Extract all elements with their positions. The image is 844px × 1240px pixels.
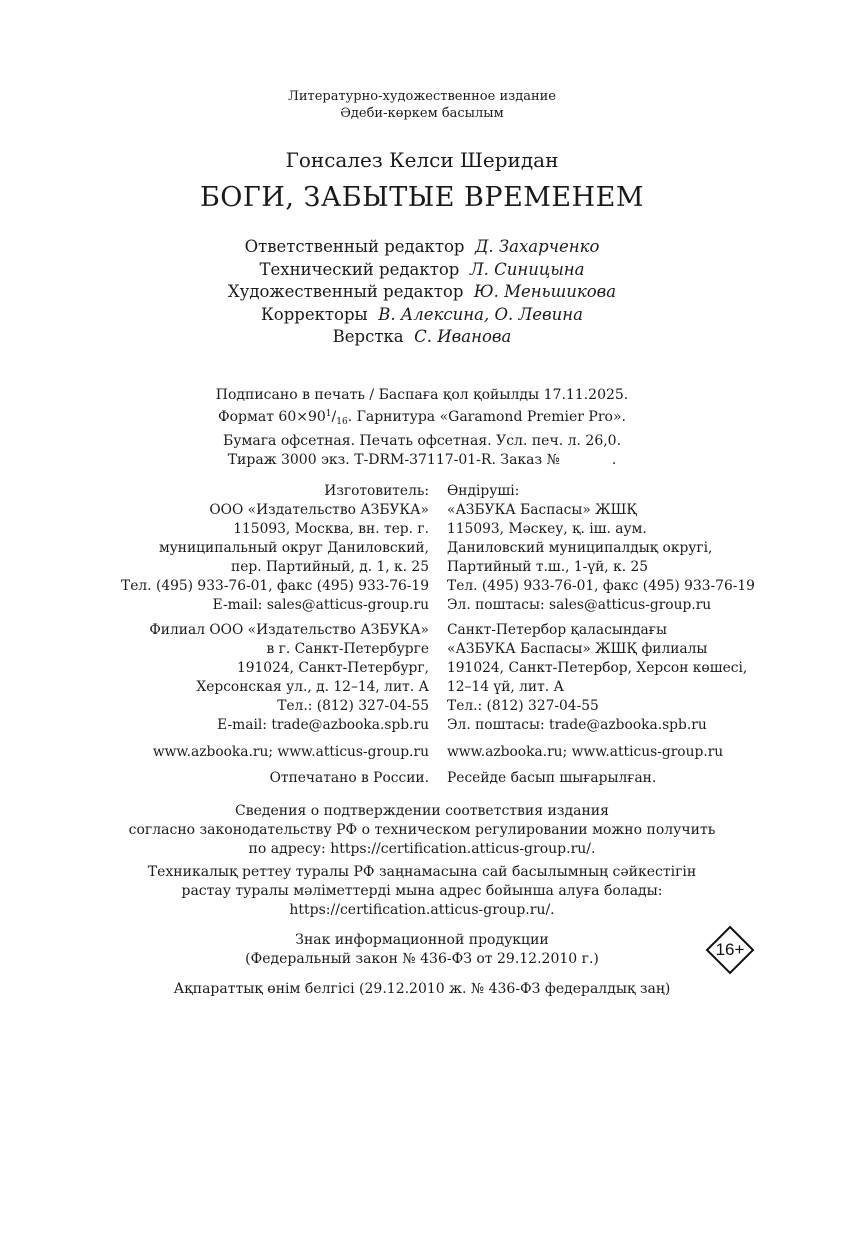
staff-role: Ответственный редактор <box>244 237 465 256</box>
branch-kz-line: 12–14 үй, лит. А <box>447 679 564 695</box>
manufacturer-kz-line: Тел. (495) 933-76-01, факс (495) 933-76-19 <box>447 578 755 594</box>
age-rating-label: 16+ <box>715 940 745 959</box>
manufacturer-kz-line: Партийный т.ш., 1-үй, к. 25 <box>447 559 649 575</box>
websites-kz: www.azbooka.ru; www.atticus-group.ru <box>447 744 724 760</box>
print-info <box>0 386 844 470</box>
edition-type-ru: Литературно-художественное издание <box>288 89 556 104</box>
circulation-end: . <box>611 452 617 468</box>
branch-ru <box>149 621 429 735</box>
book-author: Гонсалез Келси Шеридан <box>285 148 559 172</box>
manufacturer-kz-line: «АЗБУКА Баспасы» ЖШҚ <box>447 502 638 518</box>
paper-line: Бумага офсетная. Печать офсетная. Усл. печ. л. 26,0. <box>222 433 622 449</box>
branch-kz-line: Санкт-Петербор қаласындағы <box>447 622 667 638</box>
manufacturer-ru-line: ООО «Издательство АЗБУКА» <box>209 502 429 518</box>
branch-ru-line: Тел.: (812) 327-04-55 <box>277 698 429 714</box>
format-slash: / <box>331 409 337 425</box>
staff-list <box>0 236 844 349</box>
manufacturer-ru <box>121 482 429 615</box>
manufacturer-ru-line: пер. Партийный, д. 1, к. 25 <box>231 559 429 575</box>
branch-ru-line: в г. Санкт-Петербурге <box>266 641 429 657</box>
certification-kz <box>0 863 844 920</box>
edition-type-kz: Әдеби-көркем басылым <box>340 106 504 121</box>
certification-ru-line: Сведения о подтверждении соответствия издания <box>235 803 609 819</box>
manufacturer-kz-line: Өндіруші: <box>447 483 520 499</box>
websites-ru: www.azbooka.ru; www.atticus-group.ru <box>152 744 429 760</box>
staff-role: Корректоры <box>261 304 368 324</box>
info-sign-law: (Федеральный закон № 436-ФЗ от 29.12.2010 г.) <box>245 951 599 967</box>
staff-name: Л. Синицына <box>469 259 585 279</box>
branch-ru-line: Херсонская ул., д. 12–14, лит. А <box>196 679 429 695</box>
staff-row <box>0 326 844 349</box>
manufacturer-kz-line: 115093, Мәскеу, қ. іш. аум. <box>447 521 647 537</box>
manufacturer-ru-email: E-mail: sales@atticus-group.ru <box>212 597 429 613</box>
certification-ru-line: по адресу: https://certification.atticus-group.ru/. <box>248 841 596 857</box>
format-num: 1 <box>325 409 332 419</box>
manufacturer-kz-line: Даниловский муниципалдық округі, <box>447 540 713 556</box>
printed-in-kz: Ресейде басып шығарылған. <box>447 770 657 786</box>
manufacturer-ru-line: 115093, Москва, вн. тер. г. <box>233 521 429 537</box>
printed-in-ru: Отпечатано в России. <box>269 770 429 786</box>
format-suffix: . Гарнитура «Garamond Premier Pro». <box>347 409 626 425</box>
branch-kz <box>447 621 747 735</box>
branch-ru-line: 191024, Санкт-Петербург, <box>236 660 429 676</box>
staff-row <box>0 281 844 304</box>
staff-row <box>0 259 844 282</box>
info-sign-kz: Ақпараттық өнім белгісі (29.12.2010 ж. № 436-ФЗ федералдық заң) <box>173 981 671 997</box>
branch-kz-email: Эл. поштасы: trade@azbooka.spb.ru <box>447 717 707 733</box>
format-den: 16 <box>336 417 348 427</box>
manufacturer-ru-line: Изготовитель: <box>324 483 429 499</box>
manufacturer-kz <box>447 482 755 615</box>
signed-line: Подписано в печать / Баспаға қол қойылды 17.11.2025. <box>215 387 629 403</box>
certification-ru-line: согласно законодательству РФ о техническом регулировании можно получить <box>128 822 716 838</box>
staff-name: С. Иванова <box>414 327 512 346</box>
manufacturer-ru-line: Тел. (495) 933-76-01, факс (495) 933-76-19 <box>121 578 429 594</box>
format-prefix: Формат 60×90 <box>217 409 326 425</box>
staff-name: Д. Захарченко <box>474 237 600 256</box>
staff-name: Ю. Меньшикова <box>473 282 617 301</box>
format-line <box>0 405 844 432</box>
certification-kz-line: растау туралы мәліметтерді мына адрес бойынша алуға болады: <box>181 883 663 899</box>
branch-ru-line: Филиал ООО «Издательство АЗБУКА» <box>149 622 429 638</box>
staff-row <box>0 236 844 259</box>
staff-role: Технический редактор <box>259 259 460 279</box>
branch-kz-line: Тел.: (812) 327-04-55 <box>447 698 599 714</box>
staff-role: Художественный редактор <box>227 282 464 301</box>
staff-name: В. Алексина, О. Левина <box>378 304 583 324</box>
branch-ru-email: E-mail: trade@azbooka.spb.ru <box>217 717 429 733</box>
book-title: БОГИ, ЗАБЫТЫЕ ВРЕМЕНЕМ <box>199 182 645 213</box>
branch-kz-line: «АЗБУКА Баспасы» ЖШҚ филиалы <box>447 641 708 657</box>
branch-kz-line: 191024, Санкт-Петербор, Херсон көшесі, <box>447 660 748 676</box>
circulation-text: Тираж 3000 экз. Т-DRM-37117-01-R. Заказ № <box>227 452 560 468</box>
certification-kz-line: Техникалық реттеу туралы РФ заңнамасына сай басылымның сәйкестігін <box>147 864 697 880</box>
staff-role: Верстка <box>332 327 404 346</box>
certification-kz-line: https://certification.atticus-group.ru/. <box>289 902 555 918</box>
manufacturer-kz-email: Эл. поштасы: sales@atticus-group.ru <box>447 597 712 613</box>
staff-row <box>0 304 844 327</box>
certification-ru <box>0 802 844 859</box>
info-sign-title: Знак информационной продукции <box>295 932 549 948</box>
circulation-line <box>0 451 844 470</box>
manufacturer-ru-line: муниципальный округ Даниловский, <box>158 540 429 556</box>
